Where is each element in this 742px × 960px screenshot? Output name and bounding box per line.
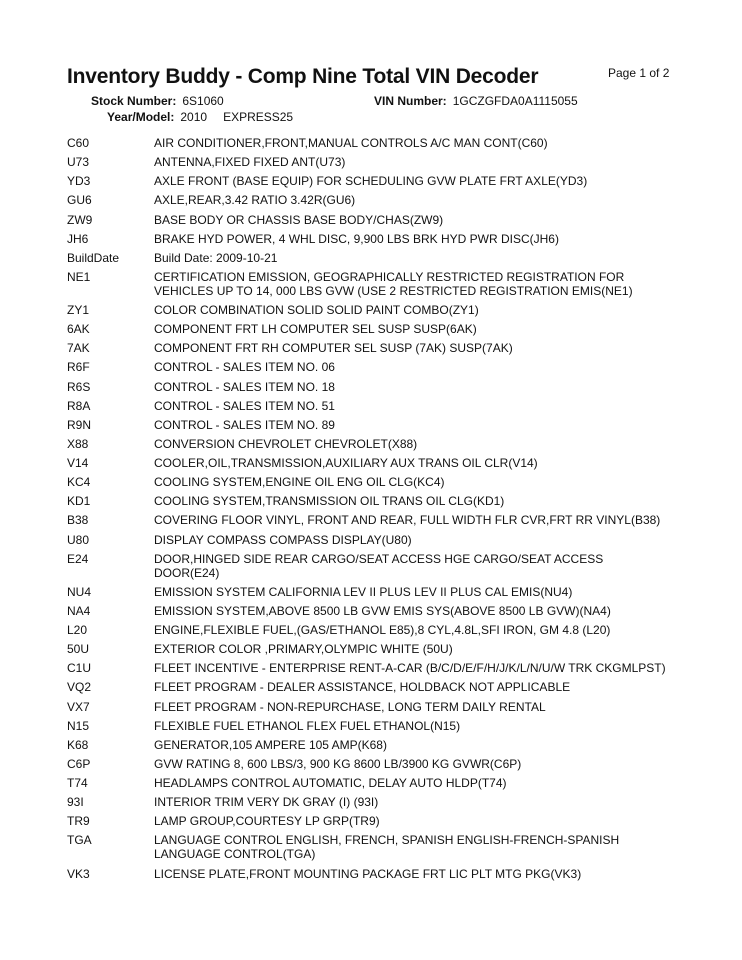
option-list [67,136,687,886]
option-row [67,360,687,374]
option-row [67,155,687,169]
option-row [67,322,687,336]
option-code: C6P [67,756,91,771]
option-row [67,213,687,227]
option-row [67,533,687,547]
stock-number [91,94,224,108]
option-row [67,251,687,265]
page-number: Page 1 of 2 [608,66,670,80]
option-description: FLEET PROGRAM - NON-REPURCHASE, LONG TERM DAILY RENTAL [154,699,546,714]
option-row [67,585,687,599]
option-row [67,757,687,771]
option-description: ANTENNA,FIXED FIXED ANT(U73) [154,155,346,170]
option-description: AXLE FRONT (BASE EQUIP) FOR SCHEDULING GVW PLATE FRT AXLE(YD3) [154,174,588,189]
year-value: 2010 [180,110,208,124]
option-description: GVW RATING 8, 600 LBS/3, 900 KG 8600 LB/3900 KG GVWR(C6P) [154,756,522,771]
option-row [67,642,687,656]
option-description: CONVERSION CHEVROLET CHEVROLET(X88) [154,436,418,451]
option-row [67,456,687,470]
option-row [67,867,687,881]
option-row [67,494,687,508]
option-row [67,399,687,413]
option-row [67,623,687,637]
option-row [67,680,687,694]
option-code: K68 [67,737,89,752]
option-description: COMPONENT FRT RH COMPUTER SEL SUSP (7AK) SUSP(7AK) [154,341,513,356]
option-code: 7AK [67,341,90,356]
option-code: R8A [67,398,91,413]
option-code: GU6 [67,193,92,208]
option-code: R6S [67,379,91,394]
option-description: FLEET PROGRAM - DEALER ASSISTANCE, HOLDBACK NOT APPLICABLE [154,680,571,695]
option-description: EMISSION SYSTEM CALIFORNIA LEV II PLUS LEV II PLUS CAL EMIS(NU4) [154,584,573,599]
option-code: KC4 [67,475,91,490]
option-code: VQ2 [67,680,92,695]
option-code: VK3 [67,866,90,881]
option-code: U73 [67,155,90,170]
option-row [67,418,687,432]
option-description: EXTERIOR COLOR ,PRIMARY,OLYMPIC WHITE (50U) [154,642,453,657]
option-description: DOOR,HINGED SIDE REAR CARGO/SEAT ACCESS HGE CARGO/SEAT ACCESS DOOR(E24) [154,551,604,580]
option-description: COOLING SYSTEM,TRANSMISSION OIL TRANS OIL CLG(KD1) [154,494,505,509]
option-code: YD3 [67,174,91,189]
option-code: BuildDate [67,250,120,265]
option-row [67,174,687,188]
option-description: Build Date: 2009-10-21 [154,250,278,265]
option-row [67,738,687,752]
option-description: BRAKE HYD POWER, 4 WHL DISC, 9,900 LBS BRK HYD PWR DISC(JH6) [154,231,559,246]
option-description: FLEXIBLE FUEL ETHANOL FLEX FUEL ETHANOL(N15) [154,718,461,733]
option-row [67,661,687,675]
option-description: COMPONENT FRT LH COMPUTER SEL SUSP SUSP(6AK) [154,322,477,337]
option-description: LICENSE PLATE,FRONT MOUNTING PACKAGE FRT LIC PLT MTG PKG(VK3) [154,866,582,881]
option-code: 93I [67,795,84,810]
option-code: TGA [67,833,92,848]
option-description: LAMP GROUP,COURTESY LP GRP(TR9) [154,814,380,829]
option-row [67,341,687,355]
option-code: R9N [67,417,92,432]
model-value: EXPRESS25 [223,110,294,124]
option-code: TR9 [67,814,90,829]
option-row [67,270,687,298]
stock-number-value: 6S1060 [182,94,224,108]
option-description: COVERING FLOOR VINYL, FRONT AND REAR, FULL WIDTH FLR CVR,FRT RR VINYL(B38) [154,513,661,528]
option-code: NE1 [67,269,91,284]
option-row [67,814,687,828]
option-description: CONTROL - SALES ITEM NO. 18 [154,379,335,394]
option-code: T74 [67,776,88,790]
option-description: DISPLAY COMPASS COMPASS DISPLAY(U80) [154,532,412,547]
option-row [67,513,687,527]
option-code: ZY1 [67,303,90,317]
option-row [67,795,687,809]
year-model-label: Year/Model: [107,110,175,124]
option-description: CONTROL - SALES ITEM NO. 06 [154,360,335,375]
option-description: COOLER,OIL,TRANSMISSION,AUXILIARY AUX TRANS OIL CLR(V14) [154,456,538,470]
option-description: CONTROL - SALES ITEM NO. 51 [154,398,335,413]
option-row [67,719,687,733]
option-description: CONTROL - SALES ITEM NO. 89 [154,417,335,432]
option-description: AIR CONDITIONER,FRONT,MANUAL CONTROLS A/C MAN CONT(C60) [154,136,548,150]
option-row [67,604,687,618]
option-code: 50U [67,642,90,657]
option-code: C60 [67,136,90,150]
option-code: U80 [67,532,90,547]
option-description: ENGINE,FLEXIBLE FUEL,(GAS/ETHANOL E85),8 CYL,4.8L,SFI IRON, GM 4.8 (L20) [154,623,611,637]
option-description: CERTIFICATION EMISSION, GEOGRAPHICALLY RESTRICTED REGISTRATION FOR VEHICLES UP TO 14, 000 LBS GVW (USE 2 RESTRICTED REGISTRATION EMIS(NE1) [154,269,633,298]
vin-number [374,94,578,108]
option-description: GENERATOR,105 AMPERE 105 AMP(K68) [154,737,387,752]
option-description: BASE BODY OR CHASSIS BASE BODY/CHAS(ZW9) [154,212,444,227]
option-code: V14 [67,456,89,470]
option-description: COOLING SYSTEM,ENGINE OIL ENG OIL CLG(KC4) [154,475,445,490]
option-row [67,193,687,207]
option-row [67,303,687,317]
option-code: R6F [67,360,90,375]
option-code: NA4 [67,603,91,618]
option-row [67,136,687,150]
option-row [67,380,687,394]
option-description: HEADLAMPS CONTROL AUTOMATIC, DELAY AUTO HLDP(T74) [154,776,507,790]
stock-number-label: Stock Number: [91,94,177,108]
page-title: Inventory Buddy - Comp Nine Total VIN Decoder [67,65,539,88]
option-code: VX7 [67,699,90,714]
option-description: COLOR COMBINATION SOLID SOLID PAINT COMBO(ZY1) [154,303,479,317]
option-code: N15 [67,718,90,733]
option-row [67,475,687,489]
option-code: KD1 [67,494,91,509]
option-row [67,833,687,861]
option-row [67,776,687,790]
option-description: LANGUAGE CONTROL ENGLISH, FRENCH, SPANISH ENGLISH-FRENCH-SPANISH LANGUAGE CONTROL(TGA) [154,833,620,862]
option-row [67,437,687,451]
option-description: FLEET INCENTIVE - ENTERPRISE RENT-A-CAR (B/C/D/E/F/H/J/K/L/N/U/W TRK CKGMLPST) [154,661,666,676]
option-code: NU4 [67,584,92,599]
option-code: E24 [67,551,89,566]
option-description: INTERIOR TRIM VERY DK GRAY (I) (93I) [154,795,379,810]
option-code: X88 [67,436,89,451]
option-code: JH6 [67,231,89,246]
option-code: ZW9 [67,212,93,227]
vin-number-label: VIN Number: [374,94,447,108]
option-code: C1U [67,661,92,676]
option-code: L20 [67,623,88,637]
option-code: B38 [67,513,89,528]
option-code: 6AK [67,322,90,337]
option-row [67,232,687,246]
vin-number-value: 1GCZGFDA0A1115055 [452,94,578,108]
option-row [67,552,687,580]
year-model [107,110,293,124]
option-row [67,700,687,714]
option-description: AXLE,REAR,3.42 RATIO 3.42R(GU6) [154,193,356,208]
option-description: EMISSION SYSTEM,ABOVE 8500 LB GVW EMIS SYS(ABOVE 8500 LB GVW)(NA4) [154,603,611,618]
